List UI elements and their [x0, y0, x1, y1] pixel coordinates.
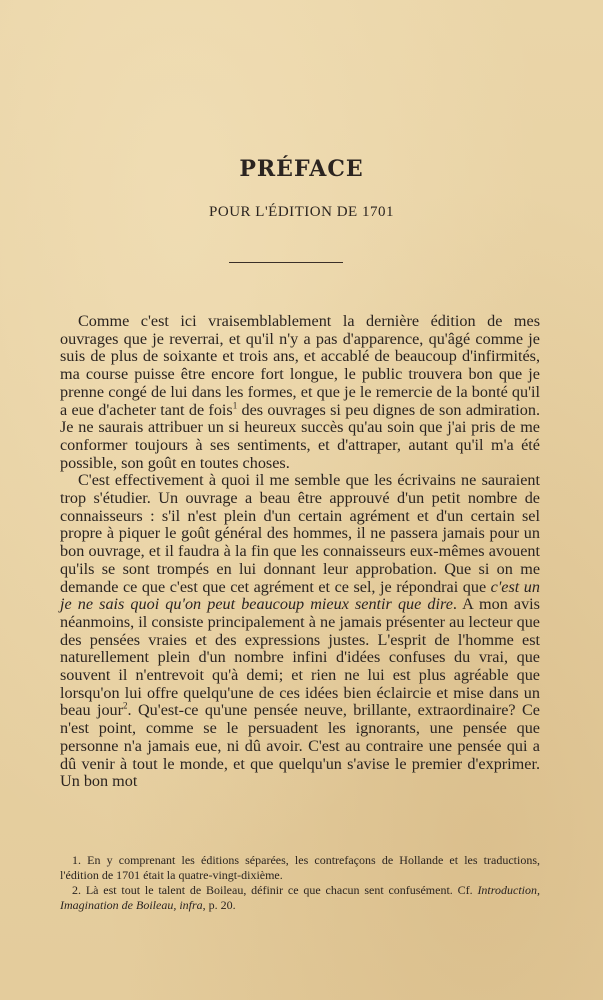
footnote-2-italic: Introduction, Imagination de Boileau, infra — [60, 883, 540, 912]
paragraph-1 — [60, 313, 540, 472]
footnote-ref-1: 1 — [232, 400, 238, 411]
footnote-ref-2: 2 — [123, 701, 128, 712]
paragraph-1-text-a: Comme c'est ici vraisemblablement la dernière édition de mes ouvrages que je reverrai, et qu'il n'y a pas d'apparence, qu'âgé comme je suis de plus de soixante et trois ans, et accablé de beaucoup d'infirmités, ma course puisse être encore fort longue, le public trouvera bon que je prenne congé de lui dans les formes, et que je le remercie de la bonté qu'il a eue d'acheter tant de fois — [60, 312, 540, 419]
page-subtitle: POUR L'ÉDITION DE 1701 — [209, 204, 394, 220]
footnote-1: 1. En y comprenant les éditions séparées, les contrefaçons de Hollande et les traductions, l'édition de 1701 était la quatre-vingt-dixième. — [60, 853, 540, 882]
title-divider — [229, 262, 343, 263]
main-text — [60, 313, 540, 791]
page-title: PRÉFACE — [239, 156, 364, 182]
footnotes — [60, 853, 540, 913]
paragraph-2-text-b: . A mon avis néanmoins, il consiste principalement à ne jamais présenter au lecteur que des pensées vraies et des expressions justes. L'esprit de l'homme est naturellement plein d'un nombre infini d'idées confuses du vrai, que souvent il n'entrevoit qu'à demi; et rien ne lui est plus agréable que lorsqu'on lui offre quelqu'une de ces idées bien éclaircie et mise dans un beau jour — [60, 595, 540, 720]
footnote-2-text-c: , p. 20. — [202, 898, 236, 912]
footnote-2 — [60, 883, 540, 913]
paragraph-2-italic: c'est un je ne sais quoi qu'on peut beaucoup mieux sentir que dire — [60, 577, 540, 614]
footnote-2-text-a: 2. Là est tout le talent de Boileau, définir ce que chacun sent confusément. Cf. — [72, 883, 478, 897]
paragraph-2-text-c: . Qu'est-ce qu'une pensée neuve, brillante, extraordinaire? Ce n'est point, comme se le persuadent les ignorants, une pensée que personne n'a jamais eue, ni dû avoir. C'est au contraire une pensée qui a dû venir à tout le monde, et que quelqu'un s'avise le premier d'exprimer. Un bon mot — [60, 701, 540, 791]
paragraph-2 — [60, 472, 540, 791]
paragraph-2-text-a: C'est effectivement à quoi il me semble que les écrivains ne sauraient trop s'étudier. Un ouvrage a beau être approuvé d'un petit nombre de connaisseurs : s'il n'est plein d'un certain agrément et d'un certain sel propre à piquer le goût général des hommes, il ne passera jamais pour un bon ouvrage, et il faudra à la fin que les connaisseurs eux-mêmes avouent qu'ils se sont trompés en lui donnant leur approbation. Que si on me demande ce que c'est que cet agrément et ce sel, je répondrai que — [60, 471, 540, 596]
paragraph-1-text-b: des ouvrages si peu dignes de son admiration. Je ne saurais attribuer un si heureux succès qu'au soin que j'ai pris de me conformer toujours à ses sentiments, et d'attraper, autant qu'il m'a été possible, son goût en toutes choses. — [60, 400, 540, 472]
